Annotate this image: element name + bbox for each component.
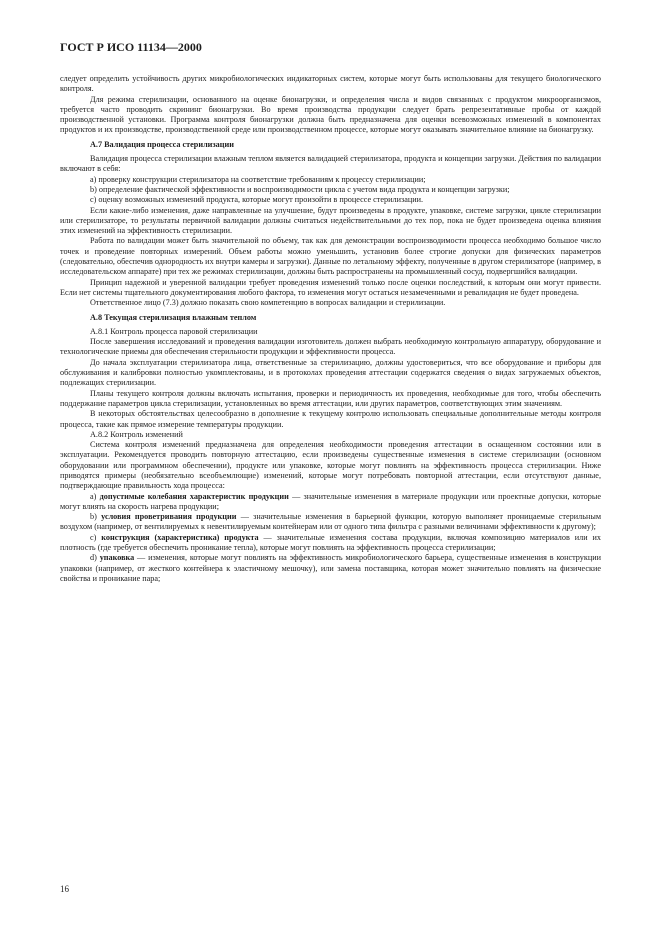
- list-item: [60, 553, 601, 584]
- paragraph: Принцип надежной и уверенной валидации требует проведения изменений только после оценки последствий, к которым они могут привести. Если нет системы тщательного документирования любого фактора, то изменения могут остаться незамеченными и ревалидация не будет проведена.: [60, 277, 601, 297]
- paragraph: Работа по валидации может быть значительной по объему, так как для демонстрации воспроизводимости процесса необходимо большое число точек и проведение повторных измерений. Объем работы можно уменьшить, установив более строгие допуски для физических параметров (следовательно, обеспечив однородность их внутри камеры и загрузки). Данные по летальному эффекту, полученные в другом стерилизаторе (например, в исследовательском аппарате) при тех же режимах стерилизации, должны быть распространены на промышленный сосуд, подвергшийся валидации.: [60, 236, 601, 277]
- list-item-term: конструкция (характеристика) продукта: [101, 532, 259, 542]
- list-item-label: d): [90, 553, 97, 563]
- list-item-text: — значительные изменения состава продукции, включая композицию материалов или их плотность (где требуется обеспечить проникание тепла), которые могут повлиять на эффективность процесса стерилизации;: [60, 532, 602, 553]
- list-item-term: допустимые колебания характеристик продукции: [99, 491, 289, 501]
- subsection-title: А.8.2 Контроль изменений: [90, 429, 183, 439]
- list-item-term: упаковка: [99, 553, 135, 563]
- section-heading-a7: А.7 Валидация процесса стерилизации: [90, 139, 234, 149]
- page-number: 16: [60, 884, 69, 894]
- list-item-term: условия проветривания продукции: [101, 512, 237, 522]
- paragraph: Если какие-либо изменения, даже направленные на улучшение, будут произведены в продукте, упаковке, системе загрузки, цикле стерилизации или стерилизаторе, то результаты первичной валидации должны считаться недействительными до тех пор, пока не будет произведена оценка влияния этих изменений на эффективность стерилизации.: [60, 205, 601, 236]
- list-item: а) проверку конструкции стерилизатора на соответствие требованиям к процессу стерилизации;: [90, 174, 426, 184]
- list-item-text: — изменения, которые могут повлиять на эффективность микробиологического барьера, существенные изменения в конструкции упаковки (например, от жесткого контейнера к эластичному мешочку), или замена поставщика, которая может значительно повлиять на физические свойства и проникание пара;: [60, 553, 602, 583]
- paragraph: Ответственное лицо (7.3) должно показать свою компетенцию в вопросах валидации и стерилизации.: [90, 298, 446, 308]
- list-item-text: — значительные изменения в материале продукции или проектные допуски, которые могут влиять на скорость нагрева продукции;: [60, 491, 602, 511]
- list-item: [60, 512, 601, 533]
- list-item: с) оценку возможных изменений продукта, которые могут произойти в процессе стерилизации.: [90, 195, 424, 205]
- paragraph: В некоторых обстоятельствах целесообразно в дополнение к текущему контролю использовать специальные дополнительные методы контроля процесса, такие как прямое измерение температуры продукции.: [60, 409, 601, 429]
- list-item-label: с): [90, 532, 97, 542]
- list-item-label: b): [90, 512, 97, 522]
- paragraph: Для режима стерилизации, основанного на оценке бионагрузки, и определения числа и видов связанных с продуктом микроорганизмов, требуется часто проводить скрининг бионагрузки. Во время производства продукции следует брать репрезентативные пробы от каждой производственной установки. Программа контроля бионагрузки должна быть предназначена для оценки всевозможных изменений в компонентах продуктов и их производстве, производственной среде или производственном процессе, которые могут оказывать значительное влияние на бионагрузку.: [60, 94, 601, 135]
- paragraph: следует определить устойчивость других микробиологических индикаторных систем, которые могут быть использованы для текущего биологического контроля.: [60, 74, 601, 94]
- subsection-title: А.8.1 Контроль процесса паровой стерилизации: [90, 326, 258, 336]
- paragraph: Система контроля изменений предназначена для определения необходимости проведения аттестации в оснащенном состоянии или в эксплуатации. Рекомендуется проводить повторную аттестацию, если произведены существенные изменения в системе стерилизации (основном оборудовании или программном обеспечении), продукте или упаковке, которые могут повлиять на эффективность процесса стерилизации. Ниже приводятся примеры (необязательно всеобъемлющие) изменений, которые могут потребовать повторной аттестации, если отсутствуют данные, подтверждающие правильность хода процесса:: [60, 440, 601, 491]
- paragraph: Планы текущего контроля должны включать испытания, проверки и периодичность их проведения, необходимые для того, чтобы обеспечить поддержание параметров цикла стерилизации, установленных во время аттестации, или других параметров, соответствующих этим значениям.: [60, 388, 601, 408]
- paragraph: До начала эксплуатации стерилизатора лица, ответственные за стерилизацию, должны удостовериться, что все оборудование и приборы для обслуживания и калибровки полностью укомплектованы, и в протоколах проведения аттестации содержатся сведения о видах загружаемых объектов, подлежащих стерилизации.: [60, 357, 601, 388]
- section-heading-a8: А.8 Текущая стерилизация влажным теплом: [90, 312, 257, 322]
- list-item: [60, 533, 601, 554]
- list-item: [60, 492, 601, 513]
- document-header: ГОСТ Р ИСО 11134—2000: [60, 40, 202, 54]
- list-item-label: а): [90, 491, 97, 501]
- paragraph: Валидация процесса стерилизации влажным теплом является валидацией стерилизатора, продукта и концепции загрузки. Действия по валидации включают в себя:: [60, 154, 601, 174]
- list-item: b) определение фактической эффективности и воспроизводимости цикла с учетом вида продукта и концепции загрузки;: [90, 184, 510, 194]
- paragraph: После завершения исследований и проведения валидации изготовитель должен выбрать необходимую контрольную аппаратуру, оборудование и технологические приемы для обеспечения стерильности продукции и эффективности процесса.: [60, 337, 601, 357]
- document-body: [60, 74, 601, 584]
- list-item-text: — значительные изменения в барьерной функции, которую выполняет проницаемые стерильным воздухом (например, от вентилируемых к невентилируемым контейнерам или от одного типа фильтра с разными величинами эффективности к другому);: [60, 512, 602, 532]
